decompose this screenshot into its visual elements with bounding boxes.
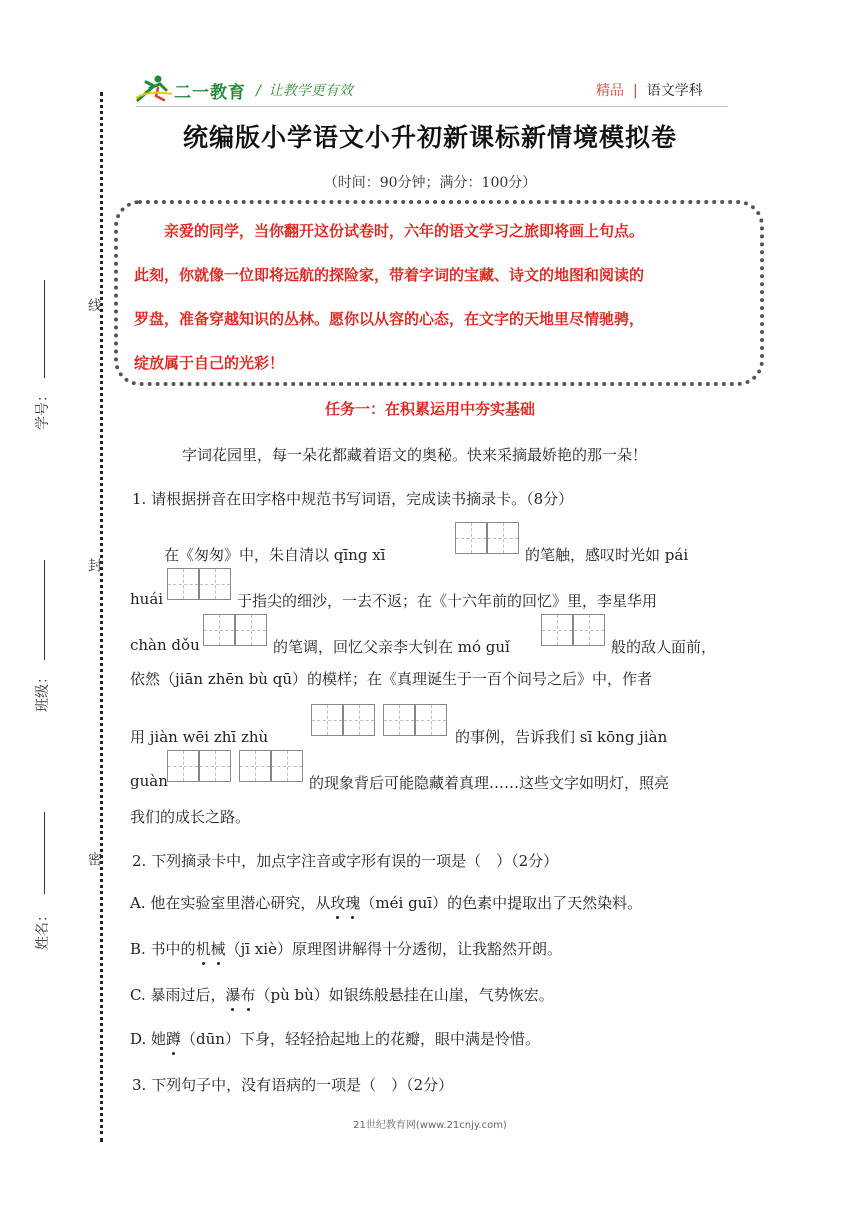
page-title: 统编版小学语文小升初新课标新情境模拟卷 [182, 123, 677, 152]
intro-line: 此刻，你就像一位即将远航的探险家，带着字词的宝藏、诗文的地图和阅读的 [134, 266, 645, 284]
option-text: C. 暴雨过后， [130, 986, 226, 1004]
q2-option-c [130, 984, 554, 1005]
task-lead: 字词花园里，每一朵花都藏着语文的奥秘。快来采摘最娇艳的那一朵！ [182, 446, 648, 464]
dotted-char: 瑰 [345, 894, 361, 912]
q1-text: 在《匆匆》中，朱自清以 qīng xī [164, 546, 386, 564]
slogan-text: 让教学更有效 [268, 83, 353, 99]
dotted-char: 玫 [330, 894, 346, 912]
tianzige-cell[interactable] [199, 568, 231, 600]
slogan-separator: / [256, 83, 261, 99]
option-text: B. 书中的 [130, 940, 196, 958]
subject-tag: 语文学科 [646, 83, 703, 99]
q1-text: 的现象背后可能隐藏着真理……这些文字如明灯，照亮 [309, 774, 670, 792]
name-line [44, 812, 45, 894]
task-title: 任务一：在积累运用中夯实基础 [324, 400, 535, 418]
question-3-stem: 3. 下列句子中，没有语病的一项是（ ）（2分） [132, 1076, 454, 1094]
intro-line: 绽放属于自己的光彩！ [134, 354, 285, 372]
quality-tag: 精品 [596, 83, 624, 99]
class-label: 班级： [35, 670, 51, 712]
option-text: （pù bù）如银练般悬挂在山崖，气势恢宏。 [255, 986, 554, 1004]
q2-option-a [130, 892, 642, 913]
q1-text: guàn [130, 772, 168, 790]
tianzige-cell[interactable] [239, 750, 271, 782]
intro-line: 亲爱的同学，当你翻开这份试卷时，六年的语文学习之旅即将画上句点。 [164, 222, 645, 240]
tag-separator: | [633, 83, 638, 99]
q1-text: 般的敌人面前， [611, 638, 717, 656]
binding-mark-secret: 密 [86, 852, 102, 866]
page-footer: 21世纪教育网(www.21cnjy.com) [353, 1120, 507, 1131]
tianzige-cell[interactable] [573, 614, 605, 646]
q1-text: huái [130, 590, 164, 608]
dotted-char: 布 [240, 986, 256, 1004]
exam-subtitle: （时间：90分钟；满分：100分） [323, 175, 537, 191]
tianzige-cell[interactable] [311, 704, 343, 736]
q2-option-d [130, 1028, 540, 1049]
slogan [256, 80, 353, 100]
runner-icon [136, 74, 176, 102]
tianzige-cell[interactable] [415, 704, 447, 736]
option-text: A. 他在实验室里潜心研究，从 [130, 894, 331, 912]
tianzige-cell[interactable] [343, 704, 375, 736]
binding-line [100, 92, 103, 1142]
logo-text: 二一教育 [174, 83, 246, 103]
q1-text: chàn dǒu [130, 636, 200, 654]
q1-text: 于指尖的细沙，一去不返；在《十六年前的回忆》里，李星华用 [237, 592, 658, 610]
intro-line: 罗盘，准备穿越知识的丛林。愿你以从容的心态，在文字的天地里尽情驰骋， [134, 310, 645, 328]
dotted-char: 蹲 [166, 1030, 182, 1048]
tianzige-cell[interactable] [167, 750, 199, 782]
student-id-line [44, 280, 45, 378]
tianzige-cell[interactable] [203, 614, 235, 646]
question-1-stem: 1. 请根据拼音在田字格中规范书写词语，完成读书摘录卡。（8分） [132, 490, 574, 508]
header-tags [596, 80, 703, 100]
class-line [44, 560, 45, 660]
option-text: （dūn）下身，轻轻拾起地上的花瓣，眼中满是怜惜。 [181, 1030, 540, 1048]
header-divider [136, 106, 728, 107]
tianzige-cell[interactable] [235, 614, 267, 646]
q2-option-b [130, 938, 562, 959]
q1-text: 我们的成长之路。 [130, 808, 251, 826]
dotted-char: 机 [195, 940, 211, 958]
q1-text: 的笔触，感叹时光如 pái [525, 546, 689, 564]
q1-text: 的笔调，回忆父亲李大钊在 mó guǐ [273, 638, 510, 656]
tianzige-cell[interactable] [487, 522, 519, 554]
name-label: 姓名： [35, 908, 51, 950]
tianzige-cell[interactable] [383, 704, 415, 736]
tianzige-cell[interactable] [271, 750, 303, 782]
tianzige-cell[interactable] [455, 522, 487, 554]
tianzige-cell[interactable] [541, 614, 573, 646]
option-text: （méi guī）的色素中提取出了天然染料。 [360, 894, 643, 912]
option-text: D. 她 [130, 1030, 167, 1048]
tianzige-cell[interactable] [167, 568, 199, 600]
option-text: （jī xiè）原理图讲解得十分透彻，让我豁然开朗。 [225, 940, 562, 958]
dotted-char: 械 [210, 940, 226, 958]
dotted-char: 瀑 [225, 986, 241, 1004]
q1-text: 用 jiàn wēi zhī zhù [130, 728, 269, 746]
question-2-stem: 2. 下列摘录卡中，加点字注音或字形有误的一项是（ ）（2分） [132, 852, 559, 870]
tianzige-cell[interactable] [199, 750, 231, 782]
student-id-label: 学号： [35, 388, 51, 430]
binding-mark-seal: 封 [86, 558, 102, 572]
q1-text: 的事例，告诉我们 sī kōng jiàn [455, 728, 668, 746]
binding-mark-line: 线 [86, 298, 102, 312]
q1-text: 依然（jiān zhēn bù qū）的模样；在《真理诞生于一百个问号之后》中，作者 [130, 670, 652, 688]
